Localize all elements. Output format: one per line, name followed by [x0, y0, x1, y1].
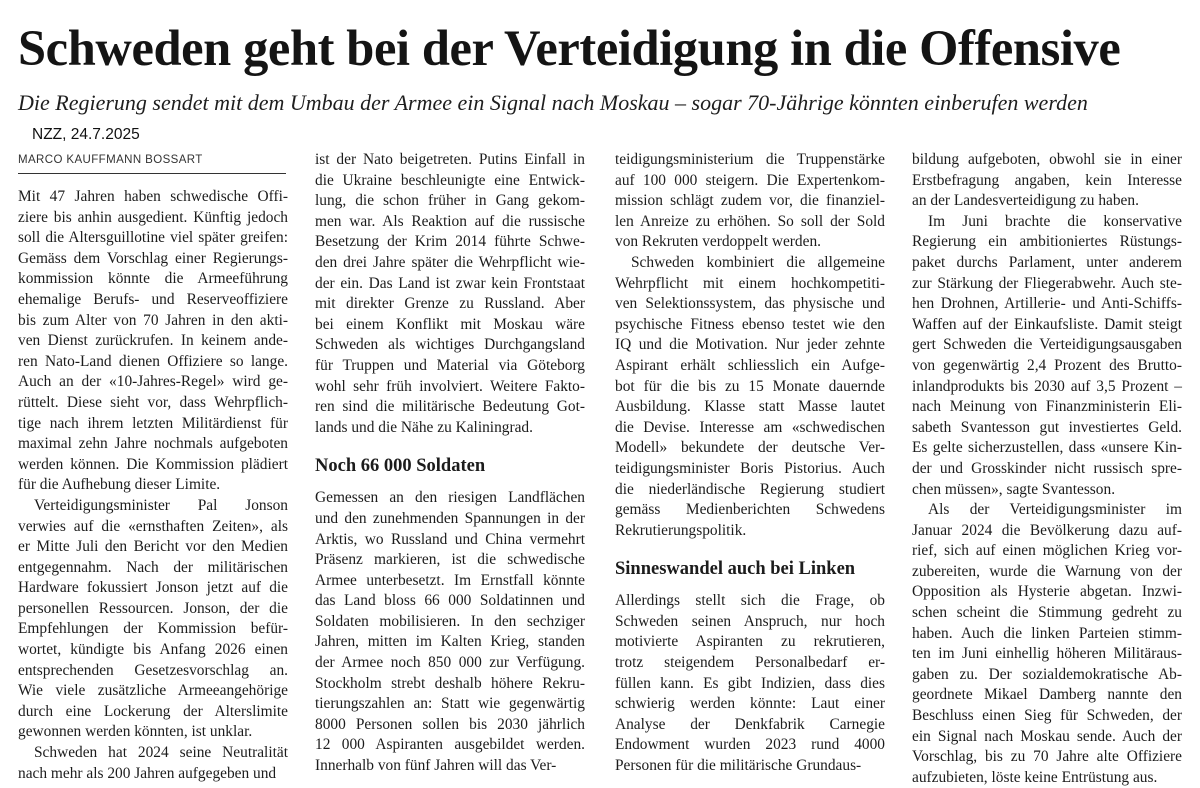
text-line: Schweden hat 2024 seine Neutralität	[34, 744, 288, 762]
text-line: ven Dienst zurückrufen. In keinem ande-	[18, 332, 288, 350]
text-line: Präsenz markieren, ist die schwedische	[315, 551, 585, 569]
article-column-4	[912, 150, 1182, 788]
text-line: entgegennahm. Nach der militärischen	[18, 558, 288, 576]
text-line: IQ und die Motivation. Nur jeder zehnte	[615, 336, 885, 354]
text-line: Opposition als Hysterie abgetan. Inzwi-	[912, 583, 1182, 601]
text-line: Arktis, wo Russland und China vermehrt	[315, 530, 585, 548]
text-line: ehemalige Berufs- und Reserveoffiziere	[18, 290, 288, 308]
byline-rule	[18, 173, 286, 174]
text-line: Schweden kombiniert die allgemeine	[631, 253, 885, 271]
text-line: lands und die Nähe zu Kaliningrad.	[315, 418, 533, 436]
text-line: Besetzung der Krim 2014 führte Schwe-	[315, 233, 585, 251]
text-line: Soldaten mobilisieren. In den sechziger	[315, 612, 585, 630]
text-line: der ein. Das Land ist zwar kein Frontstaat	[315, 274, 585, 292]
text-line: kommission könnte die Armeeführung	[18, 270, 288, 288]
article-column-1	[18, 187, 288, 784]
text-line: von gegenwärtig 2,4 Prozent des Brutto-	[912, 356, 1182, 374]
text-line: Innerhalb von fünf Jahren will das Ver-	[315, 757, 557, 775]
text-line: Hardware fokussiert Jonson jetzt auf die	[18, 579, 288, 597]
text-line: das Land bloss 66 000 Soldatinnen und	[315, 592, 585, 610]
text-line: zubereiten, wurde die Warnung von der	[912, 562, 1182, 580]
text-line: gewonnen werden könnten, ist unklar.	[18, 723, 253, 741]
text-line: geordnete Mikael Damberg nannte den	[912, 686, 1182, 704]
text-line: 12 000 Aspiranten ausgebildet werden.	[315, 736, 585, 754]
text-line: Aspirant erhält schliesslich ein Aufge-	[615, 356, 885, 374]
text-line: füllen kann. Es gibt Indizien, dass dies	[615, 674, 885, 692]
text-line: rüttelt. Diese sieht vor, dass Wehrpflich-	[18, 393, 288, 411]
text-line: Schweden seinen Anspruch, nur hoch	[615, 612, 885, 630]
text-line: der und Grosskinder nicht russisch spre-	[912, 459, 1182, 477]
subheadline: Die Regierung sendet mit dem Umbau der Armee ein Signal nach Moskau – sogar 70-Jährige könnten einberufen werden	[18, 90, 1088, 115]
section-heading: Sinneswandel auch bei Linken	[615, 559, 856, 580]
text-line: Wehrpflicht mit einem hochkompetiti-	[615, 274, 885, 292]
text-line: wortet, kündigte bis Anfang 2026 einen	[18, 641, 288, 659]
text-line: Empfehlungen der Kommission befür-	[18, 620, 288, 638]
text-line: die Ukraine beschleunigte eine Entwick-	[315, 171, 585, 189]
text-line: Beschluss einen Sieg für Schweden, der	[912, 707, 1182, 725]
text-line: Jahren, mitten im Kalten Krieg, standen	[315, 633, 585, 651]
text-line: an der Landesverteidigung zu haben.	[912, 192, 1139, 210]
text-line: men war. Als Reaktion auf die russische	[315, 212, 585, 230]
text-line: rief, sich auf einen möglichen Krieg vor-	[912, 542, 1182, 560]
article-column-3	[615, 150, 885, 777]
text-line: bis zum Alter von 70 Jahren in den akti-	[18, 311, 288, 329]
text-line: Als der Verteidigungsminister im	[928, 501, 1182, 519]
text-line: 8000 Personen sollen bis 2030 jährlich	[315, 715, 585, 733]
text-line: personellen Ressourcen. Jonson, der die	[18, 599, 288, 617]
text-line: gaben zu. Der sozialdemokratische Ab-	[912, 665, 1182, 683]
byline: MARCO KAUFFMANN BOSSART	[18, 154, 203, 166]
text-line: motivierte Aspiranten zu rekrutieren,	[615, 633, 885, 651]
text-line: Gemäss dem Vorschlag einer Regierungs-	[18, 249, 288, 267]
text-line: schen scheint die Stimmung gedreht zu	[912, 604, 1182, 622]
text-line: ist der Nato beigetreten. Putins Einfall in	[315, 151, 585, 168]
text-line: und den zunehmenden Spannungen in der	[315, 509, 585, 527]
text-line: gert Schweden die Verteidigungsausgaben	[912, 336, 1182, 354]
text-line: ten im Juni einhellig höheren Militäraus-	[912, 645, 1182, 663]
text-line: trotz steigendem Personalbedarf er-	[615, 654, 885, 672]
text-line: psychische Fitness ebenso testet wie den	[615, 315, 885, 333]
text-line: ren Nato-Land dienen Offiziere so lange.	[18, 352, 288, 370]
text-line: verwies auf die «ernsthaften Zeiten», als	[18, 517, 288, 535]
text-line: len Anreize zu erhöhen. So soll der Sold	[615, 212, 885, 230]
text-line: aufzubieten, löste keine Entrüstung aus.	[912, 768, 1158, 786]
text-line: schwierig werden könnte: Laut einer	[615, 695, 885, 713]
text-line: Ausbildung. Klasse statt Masse lautet	[615, 398, 885, 416]
text-line: Personen für die militärische Grundaus-	[615, 757, 862, 775]
text-line: von Rekruten verdoppelt werden.	[615, 233, 821, 251]
text-line: Im Juni brachte die konservative	[928, 212, 1182, 230]
text-line: haben. Auch die linken Parteien stimm-	[912, 624, 1182, 642]
text-line: ein Signal nach Moskau sende. Auch der	[912, 727, 1182, 745]
text-line: Waffen auf der Einkaufsliste. Damit steigt	[912, 315, 1182, 333]
text-line: durch eine Lockerung der Alterslimite	[18, 702, 288, 720]
text-line: nach mehr als 200 Jahren aufgegeben und	[18, 764, 277, 782]
section-heading: Noch 66 000 Soldaten	[315, 456, 486, 477]
article-column-2	[315, 150, 585, 777]
text-line: sabeth Svantesson gut investiertes Geld.	[912, 418, 1182, 436]
text-line: Regierung ein ambitioniertes Rüstungs-	[912, 233, 1182, 251]
text-line: Rekrutierungspolitik.	[615, 521, 747, 539]
text-line: Analyse der Denkfabrik Carnegie	[615, 715, 885, 733]
text-line: bildung aufgeboten, obwohl sie in einer	[912, 151, 1182, 168]
text-line: nach Meinung von Finanzministerin Eli-	[912, 398, 1182, 416]
text-line: werden können. Die Kommission plädiert	[18, 455, 288, 473]
text-line: teidigungsministerium die Truppenstärke	[615, 151, 885, 168]
text-line: für die Aufhebung dieser Limite.	[18, 476, 221, 494]
text-line: die Devise. Interesse am «schwedischen	[615, 418, 885, 436]
text-line: gemäss Medienberichten Schwedens	[615, 501, 885, 519]
text-line: Es gelte sicherzustellen, dass «unsere Kin-	[912, 439, 1182, 457]
text-line: bei einem Konflikt mit Moskau wäre	[315, 315, 585, 333]
text-line: Verteidigungsminister Pal Jonson	[34, 496, 288, 514]
text-line: Vorschlag, bis zu 70 Jahre alte Offiziere	[912, 748, 1182, 766]
text-line: maximal zehn Jahre nochmals aufgeboten	[18, 435, 288, 453]
headline: Schweden geht bei der Verteidigung in die Offensive	[18, 20, 1121, 76]
text-line: Wie viele zusätzliche Armeeangehörige	[18, 682, 288, 700]
text-line: mission schlägt zudem vor, die finanziel-	[615, 192, 885, 210]
text-line: Modell» bekundete der deutsche Ver-	[615, 439, 885, 457]
text-line: für Truppen und Material via Göteborg	[315, 356, 585, 374]
text-line: soll die Altersguillotine viel später greifen:	[18, 229, 288, 247]
text-line: wohl sehr früh involviert. Weitere Fakto-	[315, 377, 585, 395]
text-line: den drei Jahre später die Wehrpflicht wie-	[315, 253, 585, 271]
text-line: teidigungsminister Boris Pistorius. Auch	[615, 459, 885, 477]
text-line: ven Selektionssystem, das physische und	[615, 295, 885, 313]
source-label: NZZ, 24.7.2025	[32, 126, 140, 143]
text-line: Mit 47 Jahren haben schwedische Offi-	[18, 188, 288, 205]
text-line: hen Drohnen, Artillerie- und Anti-Schiffs-	[912, 295, 1182, 313]
text-line: Allerdings stellt sich die Frage, ob	[615, 592, 885, 610]
text-line: lung, die schon früher in Gang gekom-	[315, 192, 585, 210]
text-line: inlandprodukts bis 2030 auf 3,5 Prozent –	[912, 377, 1182, 395]
text-line: bot für die bis zu 15 Monate dauernde	[615, 377, 885, 395]
text-line: mit direkter Grenze zu Russland. Aber	[315, 295, 585, 313]
text-line: er Mitte Juli den Bericht vor den Medien	[18, 538, 288, 556]
text-line: die niederländische Regierung studiert	[615, 480, 885, 498]
text-line: chen müssen», sagte Svantesson.	[912, 480, 1116, 498]
text-line: Auch an der «10-Jahres-Regel» wird ge-	[18, 373, 288, 391]
text-line: Gemessen an den riesigen Landflächen	[315, 489, 585, 507]
text-line: tige nach ihrem letzten Militärdienst für	[18, 414, 288, 432]
text-line: tierungszahlen an: Statt wie gegenwärtig	[315, 695, 585, 713]
text-line: entsprechenden Gesetzesvorschlag an.	[18, 661, 288, 679]
text-line: Januar 2024 die Bevölkerung dazu auf-	[912, 521, 1182, 539]
text-line: Schweden als wichtiges Durchgangsland	[315, 336, 585, 354]
text-line: ziere bis anhin ausgedient. Künftig jedoch	[18, 208, 288, 226]
text-line: ren sind die militärische Bedeutung Got-	[315, 398, 585, 416]
text-line: der Armee noch 850 000 zur Verfügung.	[315, 654, 585, 672]
text-line: zur Stärkung der Fliegerabwehr. Auch ste-	[912, 274, 1182, 292]
text-line: Erstbefragung angaben, kein Interesse	[912, 171, 1182, 189]
text-line: Endowment wurden 2023 rund 4000	[615, 736, 885, 754]
text-line: Stockholm strebt deshalb höhere Rekru-	[315, 674, 585, 692]
text-line: paket durchs Parlament, unter anderem	[912, 253, 1182, 271]
text-line: auf 100 000 steigern. Die Expertenkom-	[615, 171, 885, 189]
text-line: Armee unterbesetzt. Im Ernstfall könnte	[315, 571, 585, 589]
